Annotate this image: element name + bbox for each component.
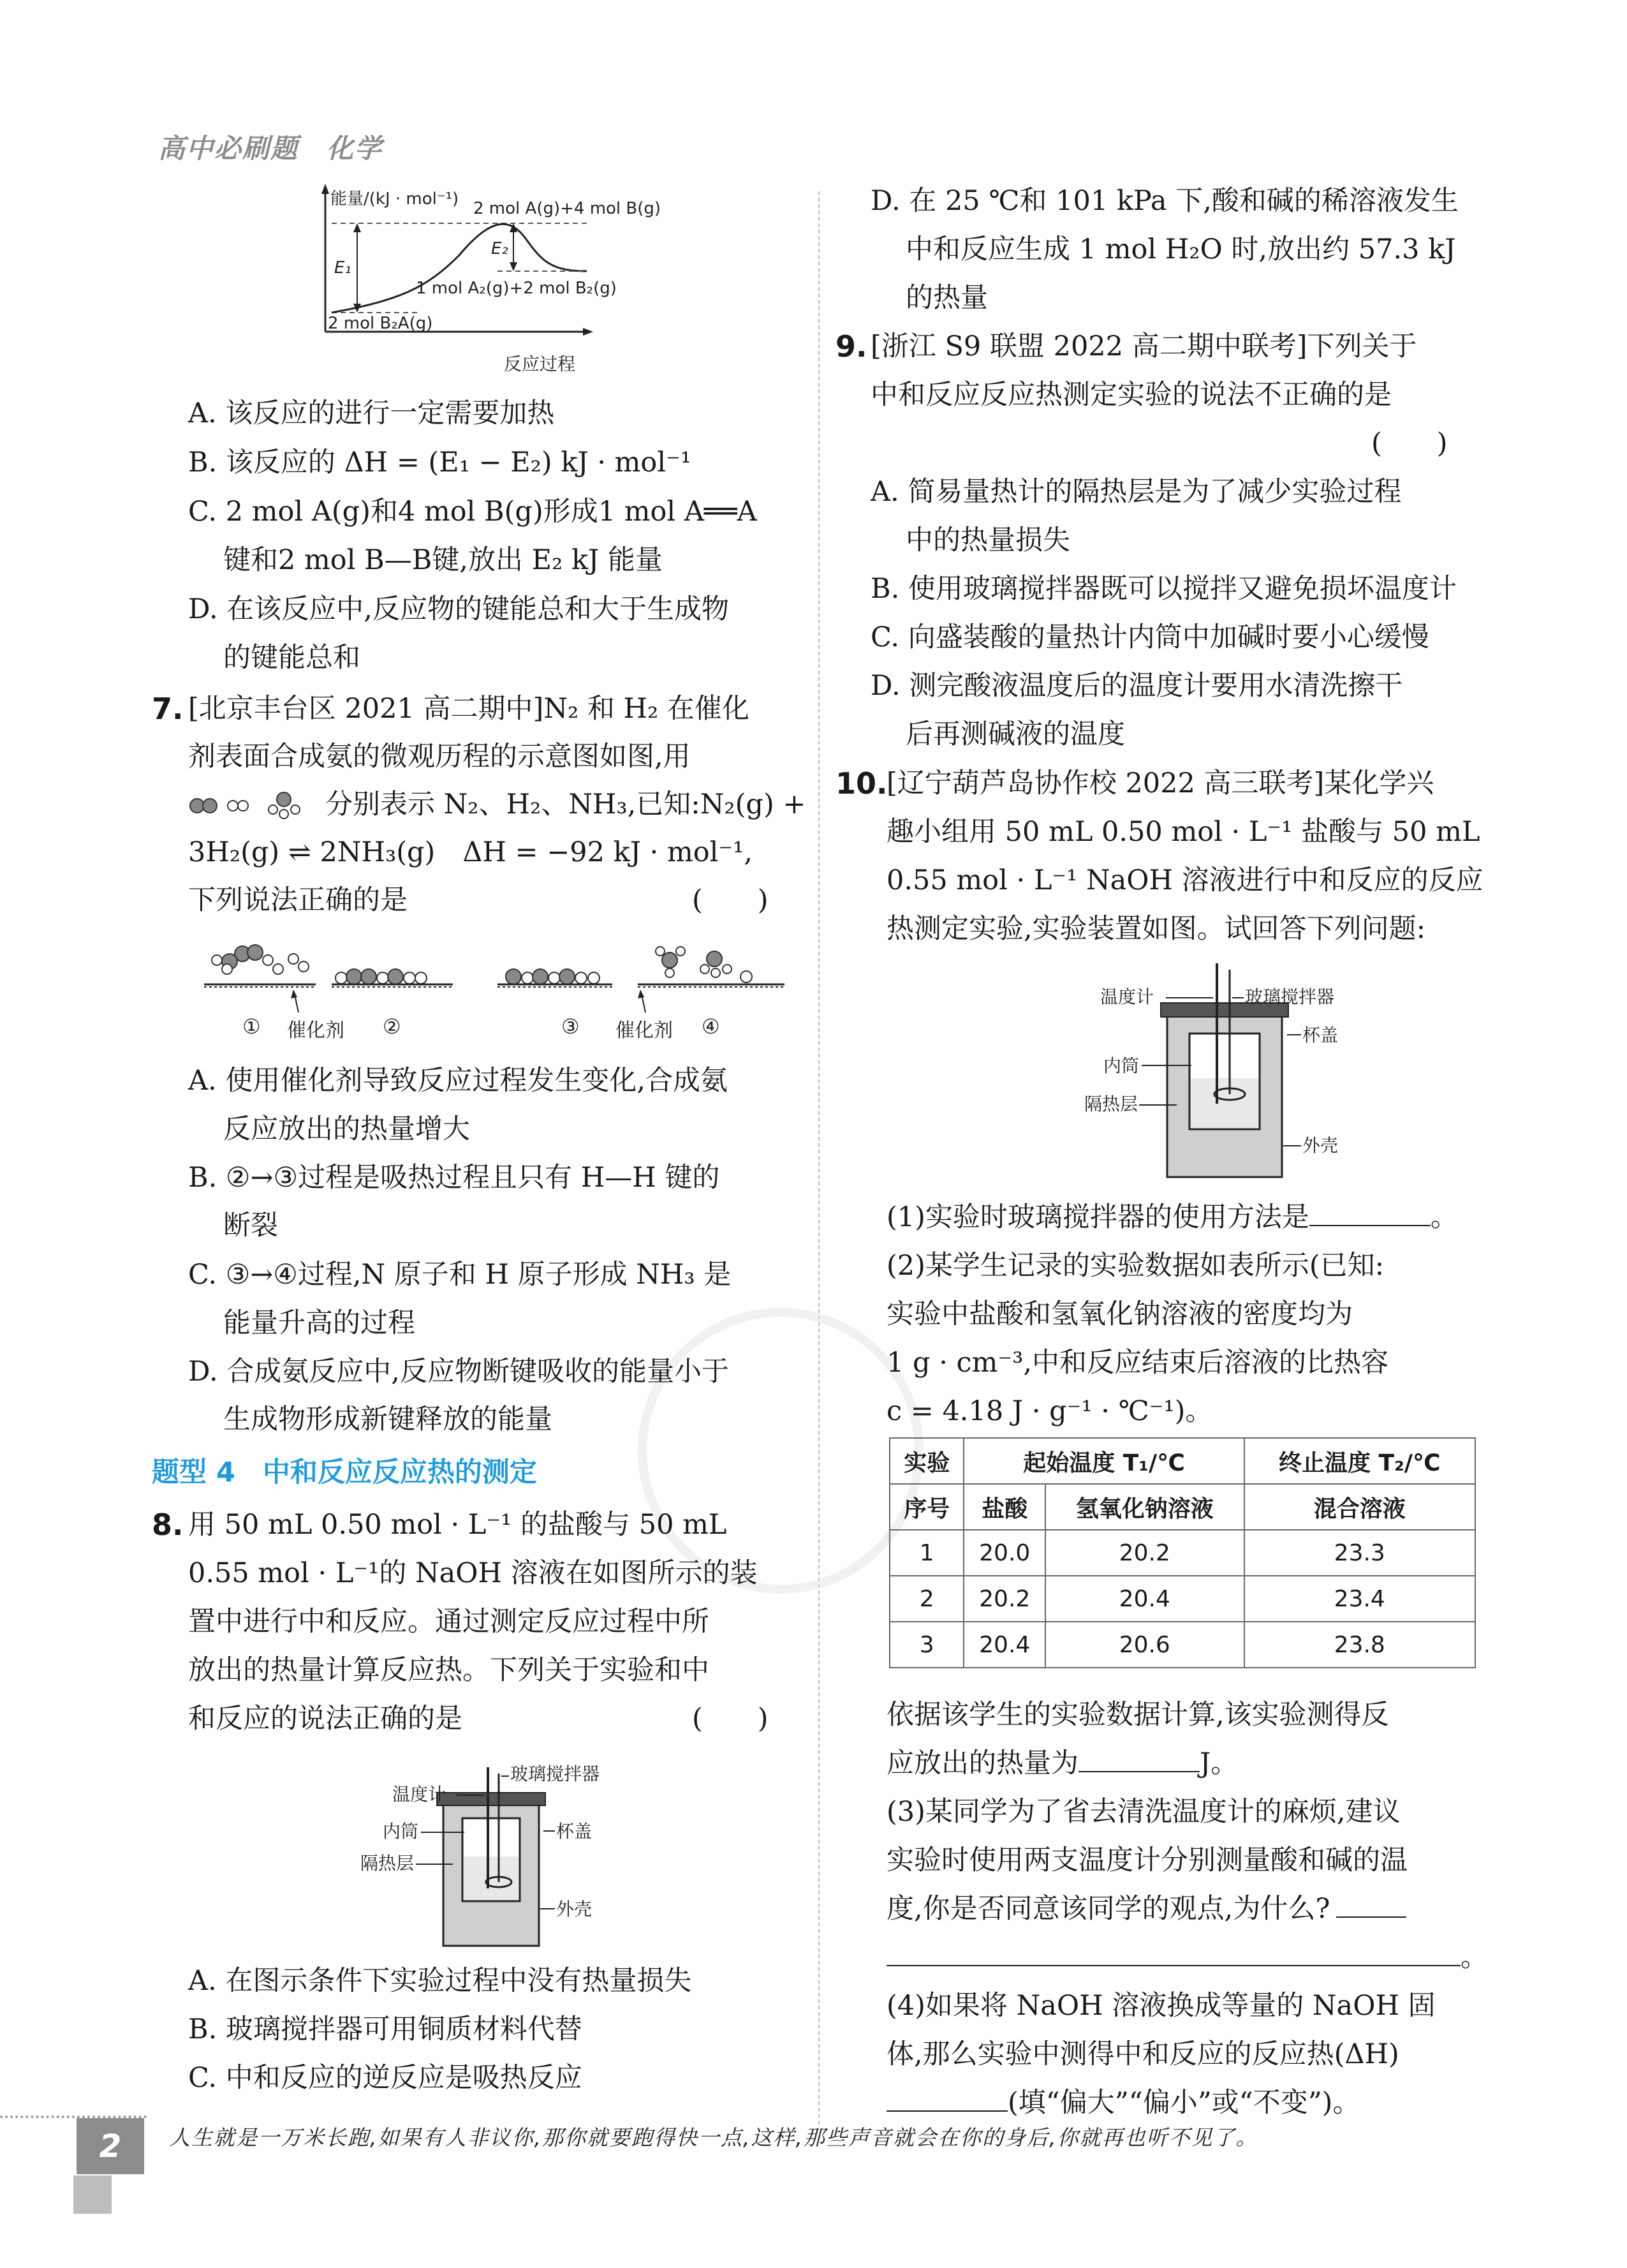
q8-option-d: D. 在 25 ℃和 101 kPa 下,酸和碱的稀溶液发生: [871, 185, 1459, 217]
q9-option-b: B. 使用玻璃搅拌器既可以搅拌又避免损坏温度计: [871, 573, 1457, 605]
experiment-data-table: [889, 1437, 1476, 1668]
table-cell: 20.2: [1045, 1530, 1244, 1576]
figure-label-2: ②: [383, 1014, 401, 1039]
q10-part3-blank2[interactable]: [887, 1939, 1461, 1966]
q7-stem-line2: 剂表面合成氨的微观历程的示意图如图,用: [188, 741, 691, 773]
table-cell: 20.0: [964, 1530, 1045, 1576]
q6-option-c-cont: 键和2 mol B—B键,放出 E₂ kJ 能量: [223, 544, 663, 576]
catalyst-process-figure: [191, 941, 797, 1056]
q8-stem-line3: 置中进行中和反应。通过测定反应过程中所: [188, 1606, 709, 1638]
q8-label-insulation: 隔热层: [360, 1853, 415, 1874]
table-row: [890, 1576, 1475, 1622]
table-cell: 3: [890, 1622, 964, 1668]
q7-option-c-cont: 能量升高的过程: [223, 1307, 415, 1339]
q8-label-thermometer: 温度计: [392, 1784, 446, 1805]
q10-number: 10.: [836, 766, 888, 801]
q8-label-lid: 杯盖: [556, 1821, 593, 1842]
q8-option-b: B. 玻璃搅拌器可用铜质材料代替: [188, 2013, 582, 2045]
q10-after-table-line2: [887, 1745, 1238, 1781]
table-cell: 23.4: [1244, 1576, 1475, 1622]
q6-option-b: B. 该反应的 ΔH = (E₁ − E₂) kJ · mol⁻¹: [188, 447, 692, 478]
page-header-title: 高中必刷题 化学: [158, 133, 383, 164]
q10-part4-line2: 体,那么实验中测得中和反应的反应热(ΔH): [887, 2038, 1399, 2070]
q8-option-d-cont2: 的热量: [906, 282, 988, 314]
q10-part3-line3: [887, 1891, 1406, 1927]
q10-part2-line3: 1 g · cm⁻³,中和反应结束后溶液的比热容: [887, 1347, 1389, 1379]
q6-option-d: D. 在该反应中,反应物的键能总和大于生成物: [188, 593, 729, 625]
q9-number: 9.: [836, 329, 867, 364]
table-row: [890, 1622, 1475, 1668]
energy-mid-label: 1 mol A₂(g)+2 mol B₂(g): [416, 279, 617, 298]
q10-part3-blank1[interactable]: [1336, 1891, 1406, 1918]
q7-option-c: C. ③→④过程,N 原子和 H 原子形成 NH₃ 是: [188, 1259, 732, 1291]
q10-calorimeter-figure: [1071, 957, 1365, 1187]
q10-after-table-line1: 依据该学生的实验数据计算,该实验测得反: [887, 1699, 1389, 1731]
q6-option-a: A. 该反应的进行一定需要加热: [188, 397, 555, 429]
q10-part2-line1: (2)某学生记录的实验数据如表所示(已知:: [887, 1250, 1385, 1282]
energy-ylabel: 能量/(kJ · mol⁻¹): [330, 189, 459, 209]
q10-part3-end: 。: [1461, 1941, 1488, 1973]
q7-stem-line5: 下列说法正确的是: [188, 884, 408, 916]
q8-stem-line5: 和反应的说法正确的是: [188, 1703, 462, 1735]
q10-part1-text: (1)实验时玻璃搅拌器的使用方法是: [887, 1201, 1309, 1233]
q9-option-d: D. 测完酸液温度后的温度计要用水清洗擦干: [871, 670, 1403, 702]
q8-option-c: C. 中和反应的逆反应是吸热反应: [188, 2062, 582, 2094]
column-divider: [818, 191, 820, 2124]
table-header-start-temp: 起始温度 T₁/℃: [964, 1438, 1244, 1484]
q10-heat-unit: J。: [1200, 1747, 1239, 1779]
energy-xlabel: 反应过程: [504, 353, 576, 374]
figure-label-1: ①: [242, 1014, 261, 1039]
table-header-end-temp: 终止温度 T₂/℃: [1244, 1438, 1475, 1484]
q7-stem-line3: 分别表示 N₂、H₂、NH₃,已知:N₂(g) +: [325, 789, 806, 820]
figure-label-3: ③: [561, 1014, 580, 1039]
q10-label-shell: 外壳: [1302, 1135, 1339, 1156]
q9-option-a: A. 简易量热计的隔热层是为了减少实验过程: [871, 476, 1402, 508]
q10-part4-tail: (填“偏大”“偏小”或“不变”)。: [1008, 2087, 1360, 2119]
q10-label-thermometer: 温度计: [1100, 986, 1154, 1007]
q7-option-a-cont: 反应放出的热量增大: [223, 1113, 470, 1145]
q10-heat-text: 应放出的热量为: [887, 1747, 1079, 1779]
table-cell: 20.6: [1045, 1622, 1244, 1668]
q10-stem-line3: 0.55 mol · L⁻¹ NaOH 溶液进行中和反应的反应: [887, 864, 1483, 896]
q10-part3-text: 度,你是否同意该同学的观点,为什么?: [887, 1893, 1330, 1925]
q10-label-inner: 内筒: [1103, 1055, 1140, 1076]
q8-option-d-cont1: 中和反应生成 1 mol H₂O 时,放出约 57.3 kJ: [906, 233, 1456, 265]
section-heading: 题型 4 中和反应反应热的测定: [152, 1456, 537, 1488]
q9-option-a-cont: 中的热量损失: [906, 524, 1070, 556]
table-header-hcl: 盐酸: [964, 1484, 1045, 1530]
table-cell: 23.3: [1244, 1530, 1475, 1576]
energy-low-label: 2 mol B₂A(g): [328, 314, 433, 333]
q7-option-b: B. ②→③过程是吸热过程且只有 H—H 键的: [188, 1162, 720, 1194]
figure-label-4: ④: [702, 1014, 720, 1039]
q8-label-inner: 内筒: [383, 1821, 419, 1842]
q10-part3-line4: [887, 1939, 1488, 1975]
q7-stem-line1: [北京丰台区 2021 高二期中]N₂ 和 H₂ 在催化: [188, 693, 749, 725]
q10-part4-line3: [887, 2085, 1360, 2121]
q10-part1: [887, 1199, 1458, 1235]
footer-motto: 人生就是一万米长跑,如果有人非议你,那你就要跑得快一点,这样,那些声音就会在你的身后,你就再也听不见了。: [169, 2125, 1258, 2150]
q7-option-b-cont: 断裂: [223, 1210, 278, 1241]
table-header-naoh: 氢氧化钠溶液: [1045, 1484, 1244, 1530]
q9-option-d-cont: 后再测碱液的温度: [906, 718, 1125, 750]
energy-diagram: [306, 179, 689, 383]
page-number-decoration: [73, 2175, 112, 2214]
q8-label-stirrer: 玻璃搅拌器: [510, 1763, 600, 1784]
q10-part4-blank[interactable]: [887, 2085, 1008, 2112]
table-cell: 23.8: [1244, 1622, 1475, 1668]
q7-option-d: D. 合成氨反应中,反应物断键吸收的能量小于: [188, 1356, 729, 1388]
table-row: [890, 1530, 1475, 1576]
table-header-exp: 实验: [890, 1438, 964, 1484]
q10-part2-line4: c = 4.18 J · g⁻¹ · ℃⁻¹)。: [887, 1395, 1213, 1427]
q8-number: 8.: [152, 1508, 184, 1542]
table-header-seq: 序号: [890, 1484, 964, 1530]
q7-option-a: A. 使用催化剂导致反应过程发生变化,合成氨: [188, 1065, 728, 1097]
q10-part1-blank[interactable]: [1309, 1199, 1431, 1226]
q9-option-c: C. 向盛装酸的量热计内筒中加碱时要小心缓慢: [871, 621, 1429, 653]
q10-label-lid: 杯盖: [1302, 1025, 1339, 1046]
figure-label-catalyst-2: 催化剂: [615, 1019, 673, 1042]
watermark-seal: [638, 1308, 924, 1594]
table-cell: 1: [890, 1530, 964, 1576]
q10-label-stirrer: 玻璃搅拌器: [1245, 986, 1335, 1007]
q9-stem-line2: 中和反应反应热测定实验的说法不正确的是: [871, 379, 1392, 411]
q7-option-d-cont: 生成物形成新键释放的能量: [223, 1404, 552, 1435]
molecule-legend-icons: [188, 787, 322, 822]
q6-option-c: C. 2 mol A(g)和4 mol B(g)形成1 mol A══A: [188, 496, 757, 528]
page-number: 2: [77, 2118, 144, 2174]
q8-stem-line2: 0.55 mol · L⁻¹的 NaOH 溶液在如图所示的装: [188, 1557, 758, 1589]
q9-stem-line1: [浙江 S9 联盟 2022 高二期中联考]下列关于: [871, 330, 1417, 362]
energy-top-label: 2 mol A(g)+4 mol B(g): [473, 199, 661, 218]
q10-stem-line1: [辽宁葫芦岛协作校 2022 高三联考]某化学兴: [887, 767, 1434, 799]
q7-stem-line4: 3H₂(g) ⇌ 2NH₃(g) ΔH = −92 kJ · mol⁻¹,: [188, 836, 753, 868]
table-cell: 20.2: [964, 1576, 1045, 1622]
q10-part4-line1: (4)如果将 NaOH 溶液换成等量的 NaOH 固: [887, 1990, 1436, 2022]
q10-part3-line2: 实验时使用两支温度计分别测量酸和碱的温: [887, 1844, 1408, 1876]
q8-answer-paren: ( ): [692, 1703, 769, 1735]
q8-stem-line4: 放出的热量计算反应热。下列关于实验和中: [188, 1654, 709, 1686]
q10-part1-end: 。: [1430, 1201, 1458, 1233]
q10-heat-blank[interactable]: [1079, 1745, 1200, 1772]
q10-label-insulation: 隔热层: [1084, 1093, 1138, 1115]
q9-answer-paren: ( ): [1371, 427, 1448, 459]
q6-option-d-cont: 的键能总和: [223, 642, 360, 674]
q8-label-shell: 外壳: [556, 1899, 593, 1920]
figure-label-catalyst-1: 催化剂: [287, 1019, 344, 1042]
q8-calorimeter-figure: [357, 1761, 638, 1952]
table-cell: 20.4: [964, 1622, 1045, 1668]
q10-stem-line4: 热测定实验,实验装置如图。试回答下列问题:: [887, 913, 1426, 945]
q8-option-a: A. 在图示条件下实验过程中没有热量损失: [188, 1965, 692, 1997]
q10-part3-line1: (3)某同学为了省去清洗温度计的麻烦,建议: [887, 1796, 1401, 1828]
energy-e2-label: E₂: [491, 239, 508, 258]
q7-answer-paren: ( ): [692, 884, 769, 916]
q10-stem-line2: 趣小组用 50 mL 0.50 mol · L⁻¹ 盐酸与 50 mL: [887, 816, 1480, 848]
table-cell: 2: [890, 1576, 964, 1622]
energy-e1-label: E₁: [334, 258, 351, 278]
table-cell: 20.4: [1045, 1576, 1244, 1622]
q7-number: 7.: [152, 692, 184, 726]
q10-part2-line2: 实验中盐酸和氢氧化钠溶液的密度均为: [887, 1298, 1353, 1330]
q8-stem-line1: 用 50 mL 0.50 mol · L⁻¹ 的盐酸与 50 mL: [188, 1509, 727, 1541]
table-header-mixed: 混合溶液: [1244, 1484, 1475, 1530]
